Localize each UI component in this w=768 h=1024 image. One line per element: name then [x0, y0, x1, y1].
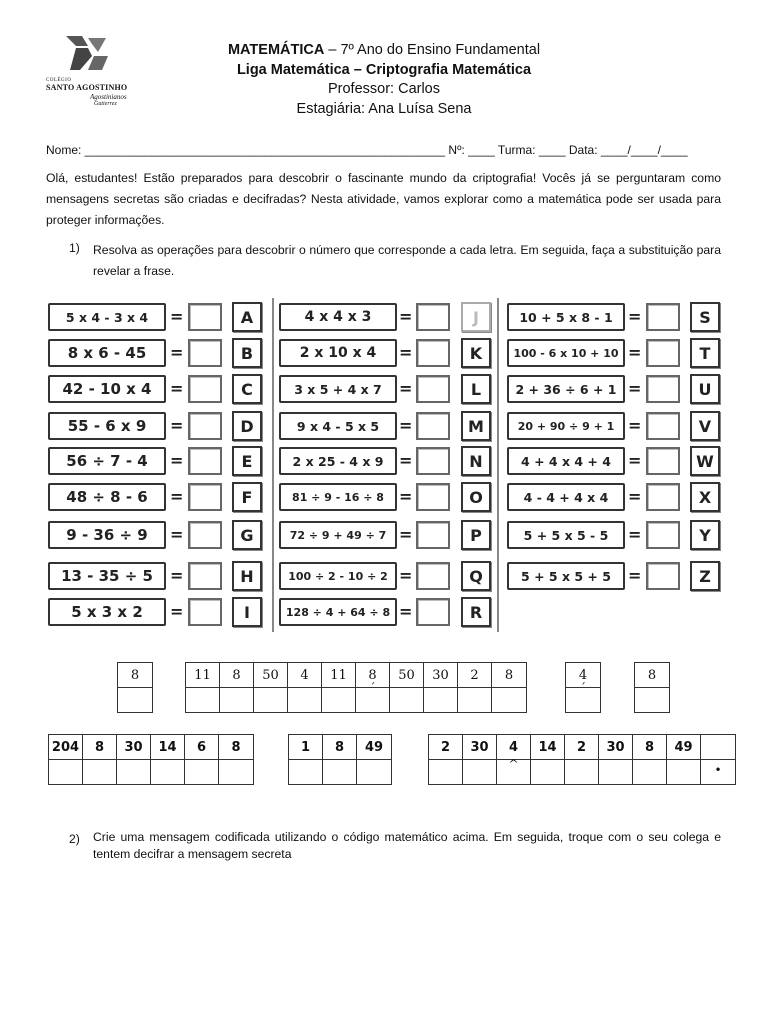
answer-box[interactable]	[646, 303, 680, 331]
message-cell[interactable]	[429, 735, 463, 784]
message-word-grid	[48, 734, 254, 785]
message-cell[interactable]	[492, 663, 526, 712]
operation-box: 48 ÷ 8 - 6	[48, 483, 166, 511]
message-cell[interactable]	[635, 663, 669, 712]
answer-box[interactable]	[188, 562, 222, 590]
operation-box: 9 x 4 - 5 x 5	[279, 412, 397, 440]
message-cell[interactable]	[357, 735, 391, 784]
message-cell[interactable]	[531, 735, 565, 784]
answer-box[interactable]	[188, 521, 222, 549]
column-divider	[272, 298, 274, 632]
message-cell[interactable]	[219, 735, 253, 784]
cell-number: 14	[151, 735, 184, 760]
message-cell[interactable]	[701, 735, 735, 784]
cell-answer[interactable]	[186, 688, 219, 712]
operation-box: 8 x 6 - 45	[48, 339, 166, 367]
equals-sign: =	[170, 525, 184, 544]
equals-sign: =	[628, 566, 642, 585]
answer-box[interactable]	[416, 339, 450, 367]
logo-label-small: COLÉGIO	[46, 78, 72, 83]
letter-b: B	[232, 338, 262, 368]
message-cell[interactable]	[390, 663, 424, 712]
answer-box[interactable]	[646, 412, 680, 440]
message-cell[interactable]	[185, 735, 219, 784]
cell-answer[interactable]	[322, 688, 355, 712]
letter-m: M	[461, 411, 491, 441]
cell-answer[interactable]	[220, 688, 253, 712]
cell-number: 2	[458, 663, 491, 688]
equals-sign: =	[628, 487, 642, 506]
operation-box: 5 x 4 - 3 x 4	[48, 303, 166, 331]
cell-answer[interactable]	[323, 760, 356, 784]
cell-number: 8	[323, 735, 356, 760]
letter-f: F	[232, 482, 262, 512]
student-info-line[interactable]: Nome: ______________________________________________________ Nº: ____ Turma: ____ Data: ____/____/____	[46, 143, 688, 157]
answer-box[interactable]	[646, 521, 680, 549]
cell-answer[interactable]	[289, 760, 322, 784]
message-cell[interactable]	[463, 735, 497, 784]
message-cell[interactable]	[186, 663, 220, 712]
intro-paragraph: Olá, estudantes! Estão preparados para descobrir o fascinante mundo da criptografia! Vocês já se perguntaram como mensagens secretas são criadas e decifradas? Nesta atividade, vamos explorar como a matemática pode ser usada para proteger informações.	[46, 171, 721, 227]
answer-box[interactable]	[646, 562, 680, 590]
operation-box: 3 x 5 + 4 x 7	[279, 375, 397, 403]
equals-sign: =	[628, 343, 642, 362]
cell-answer[interactable]	[429, 760, 462, 784]
equals-sign: =	[399, 416, 413, 435]
worksheet-title: Liga Matemática – Criptografia Matemática	[236, 62, 532, 78]
cell-number: 50	[390, 663, 423, 688]
question-2-number: 2)	[69, 832, 80, 846]
answer-box[interactable]	[416, 483, 450, 511]
answer-box[interactable]	[416, 598, 450, 626]
cell-answer[interactable]	[599, 760, 632, 784]
letter-g: G	[232, 520, 262, 550]
message-word-grid	[185, 662, 527, 713]
equals-sign: =	[170, 602, 184, 621]
cell-answer[interactable]	[463, 760, 496, 784]
accent-circumflex: ^	[508, 757, 519, 771]
equals-sign: =	[628, 525, 642, 544]
message-cell[interactable]	[83, 735, 117, 784]
letter-a: A	[232, 302, 262, 332]
message-cell[interactable]	[565, 735, 599, 784]
cell-answer[interactable]	[635, 688, 669, 712]
answer-box[interactable]	[416, 521, 450, 549]
cell-number: 8	[83, 735, 116, 760]
cell-number: 8	[635, 663, 669, 688]
cell-number: 30	[117, 735, 150, 760]
operation-box: 5 + 5 x 5 + 5	[507, 562, 625, 590]
equals-sign: =	[399, 566, 413, 585]
operation-box: 5 x 3 x 2	[48, 598, 166, 626]
cell-number: 8	[220, 663, 253, 688]
letter-k: K	[461, 338, 491, 368]
accent-acute: ´	[369, 681, 376, 695]
question-1-number: 1)	[69, 241, 80, 255]
cell-number: 4	[566, 663, 600, 688]
cell-answer[interactable]	[185, 760, 218, 784]
letter-l: L	[461, 374, 491, 404]
cell-answer[interactable]	[118, 688, 152, 712]
cell-number: 8	[118, 663, 152, 688]
operation-box: 2 x 10 x 4	[279, 339, 397, 367]
cell-number: 11	[186, 663, 219, 688]
message-word-grid	[634, 662, 670, 713]
letter-e: E	[232, 446, 262, 476]
message-cell[interactable]	[566, 663, 600, 712]
message-cell[interactable]	[458, 663, 492, 712]
message-cell[interactable]	[323, 735, 357, 784]
accent-acute: ´	[580, 681, 586, 695]
cell-answer[interactable]	[151, 760, 184, 784]
operation-box: 55 - 6 x 9	[48, 412, 166, 440]
answer-box[interactable]	[416, 412, 450, 440]
operation-box: 2 x 25 - 4 x 9	[279, 447, 397, 475]
cell-number: 30	[463, 735, 496, 760]
question-2-text: Crie uma mensagem codificada utilizando o código matemático acima. Em seguida, troque com o seu colega e tentem decifrar a mensagem secreta	[93, 830, 721, 861]
teacher-line: Professor: Carlos	[327, 81, 440, 97]
operation-box: 10 + 5 x 8 - 1	[507, 303, 625, 331]
equals-sign: =	[628, 307, 642, 326]
equals-sign: =	[170, 343, 184, 362]
message-cell[interactable]	[424, 663, 458, 712]
message-cell[interactable]	[289, 735, 323, 784]
cell-number: 6	[185, 735, 218, 760]
cell-answer[interactable]	[49, 760, 82, 784]
message-word-grid	[288, 734, 392, 785]
message-cell[interactable]	[599, 735, 633, 784]
cell-answer[interactable]	[390, 688, 423, 712]
letter-y: Y	[690, 520, 720, 550]
equals-sign: =	[628, 379, 642, 398]
cell-answer[interactable]	[83, 760, 116, 784]
cell-number: 204	[49, 735, 82, 760]
cell-number: 8	[633, 735, 666, 760]
message-cell[interactable]	[667, 735, 701, 784]
equals-sign: =	[399, 307, 413, 326]
operation-box: 20 + 90 ÷ 9 + 1	[507, 412, 625, 440]
answer-box[interactable]	[416, 562, 450, 590]
message-cell[interactable]	[118, 663, 152, 712]
answer-box[interactable]	[416, 303, 450, 331]
cell-number: 2	[429, 735, 462, 760]
message-word-grid	[565, 662, 601, 713]
cell-number: 14	[531, 735, 564, 760]
cell-answer[interactable]	[219, 760, 253, 784]
answer-box[interactable]	[646, 339, 680, 367]
cell-number: 8	[492, 663, 526, 688]
letter-o: O	[461, 482, 491, 512]
answer-box[interactable]	[188, 412, 222, 440]
answer-box[interactable]	[188, 483, 222, 511]
cell-number: 8	[219, 735, 253, 760]
message-cell[interactable]	[254, 663, 288, 712]
subject: MATEMÁTICA	[227, 42, 325, 58]
equals-sign: =	[170, 487, 184, 506]
equals-sign: =	[628, 451, 642, 470]
operation-box: 2 + 36 ÷ 6 + 1	[507, 375, 625, 403]
message-cell[interactable]	[151, 735, 185, 784]
cell-answer[interactable]	[424, 688, 457, 712]
letter-w: W	[690, 446, 720, 476]
cell-number: 30	[599, 735, 632, 760]
cell-answer[interactable]	[117, 760, 150, 784]
answer-box[interactable]	[188, 375, 222, 403]
operation-box: 4 x 4 x 3	[279, 303, 397, 331]
equals-sign: =	[399, 379, 413, 398]
answer-box[interactable]	[646, 483, 680, 511]
answer-box[interactable]	[646, 447, 680, 475]
message-cell[interactable]	[497, 735, 531, 784]
cell-answer[interactable]	[531, 760, 564, 784]
subject-line	[0, 42, 768, 58]
equals-sign: =	[170, 566, 184, 585]
column-divider	[497, 298, 499, 632]
cell-answer[interactable]	[254, 688, 287, 712]
equals-sign: =	[170, 416, 184, 435]
message-word-grid	[428, 734, 736, 785]
equals-sign: =	[399, 602, 413, 621]
operation-box: 100 - 6 x 10 + 10	[507, 339, 625, 367]
answer-box[interactable]	[646, 375, 680, 403]
cell-answer[interactable]	[565, 760, 598, 784]
cell-answer[interactable]	[633, 760, 666, 784]
equals-sign: =	[399, 343, 413, 362]
letter-d: D	[232, 411, 262, 441]
equals-sign: =	[399, 451, 413, 470]
letter-x: X	[690, 482, 720, 512]
operation-box: 9 - 36 ÷ 9	[48, 521, 166, 549]
letter-c: C	[232, 374, 262, 404]
letter-i: I	[232, 597, 262, 627]
message-cell[interactable]	[220, 663, 254, 712]
message-cell[interactable]	[49, 735, 83, 784]
cell-answer[interactable]	[492, 688, 526, 712]
answer-box[interactable]	[188, 598, 222, 626]
message-word-grid	[117, 662, 153, 713]
cell-answer[interactable]	[288, 688, 321, 712]
answer-box[interactable]	[416, 447, 450, 475]
letter-h: H	[232, 561, 262, 591]
period-mark: •	[714, 763, 722, 777]
operation-box: 42 - 10 x 4	[48, 375, 166, 403]
operation-box: 4 - 4 + 4 x 4	[507, 483, 625, 511]
answer-box[interactable]	[416, 375, 450, 403]
operation-box: 128 ÷ 4 + 64 ÷ 8	[279, 598, 397, 626]
operation-box: 81 ÷ 9 - 16 ÷ 8	[279, 483, 397, 511]
logo-subtitle-2: Gutierrez	[94, 101, 117, 107]
letter-v: V	[690, 411, 720, 441]
cell-number: 49	[667, 735, 700, 760]
letter-q: Q	[461, 561, 491, 591]
cell-number: 8	[356, 663, 389, 688]
answer-box[interactable]	[188, 339, 222, 367]
logo-school-name: SANTO AGOSTINHO	[46, 83, 128, 92]
operation-box: 5 + 5 x 5 - 5	[507, 521, 625, 549]
message-cell[interactable]	[356, 663, 390, 712]
cell-answer[interactable]	[357, 760, 391, 784]
cell-number: 2	[565, 735, 598, 760]
equals-sign: =	[399, 487, 413, 506]
cell-number: 1	[289, 735, 322, 760]
cell-number: 11	[322, 663, 355, 688]
operation-box: 72 ÷ 9 + 49 ÷ 7	[279, 521, 397, 549]
message-cell[interactable]	[117, 735, 151, 784]
equals-sign: =	[399, 525, 413, 544]
cell-answer[interactable]	[667, 760, 700, 784]
operation-box: 4 + 4 x 4 + 4	[507, 447, 625, 475]
cell-answer[interactable]	[458, 688, 491, 712]
message-cell[interactable]	[288, 663, 322, 712]
letter-n: N	[461, 446, 491, 476]
cell-number: 4	[497, 735, 530, 760]
operation-box: 56 ÷ 7 - 4	[48, 447, 166, 475]
equals-sign: =	[628, 416, 642, 435]
cell-number: 30	[424, 663, 457, 688]
letter-j: J	[461, 302, 491, 332]
equals-sign: =	[170, 379, 184, 398]
cell-number: 4	[288, 663, 321, 688]
logo-subtitle-1: Agostinianos	[90, 93, 127, 101]
letter-u: U	[690, 374, 720, 404]
grade: – 7º Ano do Ensino Fundamental	[324, 42, 541, 58]
message-cell[interactable]	[633, 735, 667, 784]
answer-box[interactable]	[188, 303, 222, 331]
letter-p: P	[461, 520, 491, 550]
cell-number: 50	[254, 663, 287, 688]
operation-box: 13 - 35 ÷ 5	[48, 562, 166, 590]
operation-box: 100 ÷ 2 - 10 ÷ 2	[279, 562, 397, 590]
letter-z: Z	[690, 561, 720, 591]
answer-box[interactable]	[188, 447, 222, 475]
equals-sign: =	[170, 451, 184, 470]
letter-r: R	[461, 597, 491, 627]
message-cell[interactable]	[322, 663, 356, 712]
letter-t: T	[690, 338, 720, 368]
cell-number	[701, 735, 735, 760]
intern-line: Estagiária: Ana Luísa Sena	[296, 101, 472, 117]
letter-s: S	[690, 302, 720, 332]
cell-number: 49	[357, 735, 391, 760]
equals-sign: =	[170, 307, 184, 326]
question-1-text: Resolva as operações para descobrir o número que corresponde a cada letra. Em seguida, faça a substituição para revelar a frase.	[93, 243, 721, 278]
